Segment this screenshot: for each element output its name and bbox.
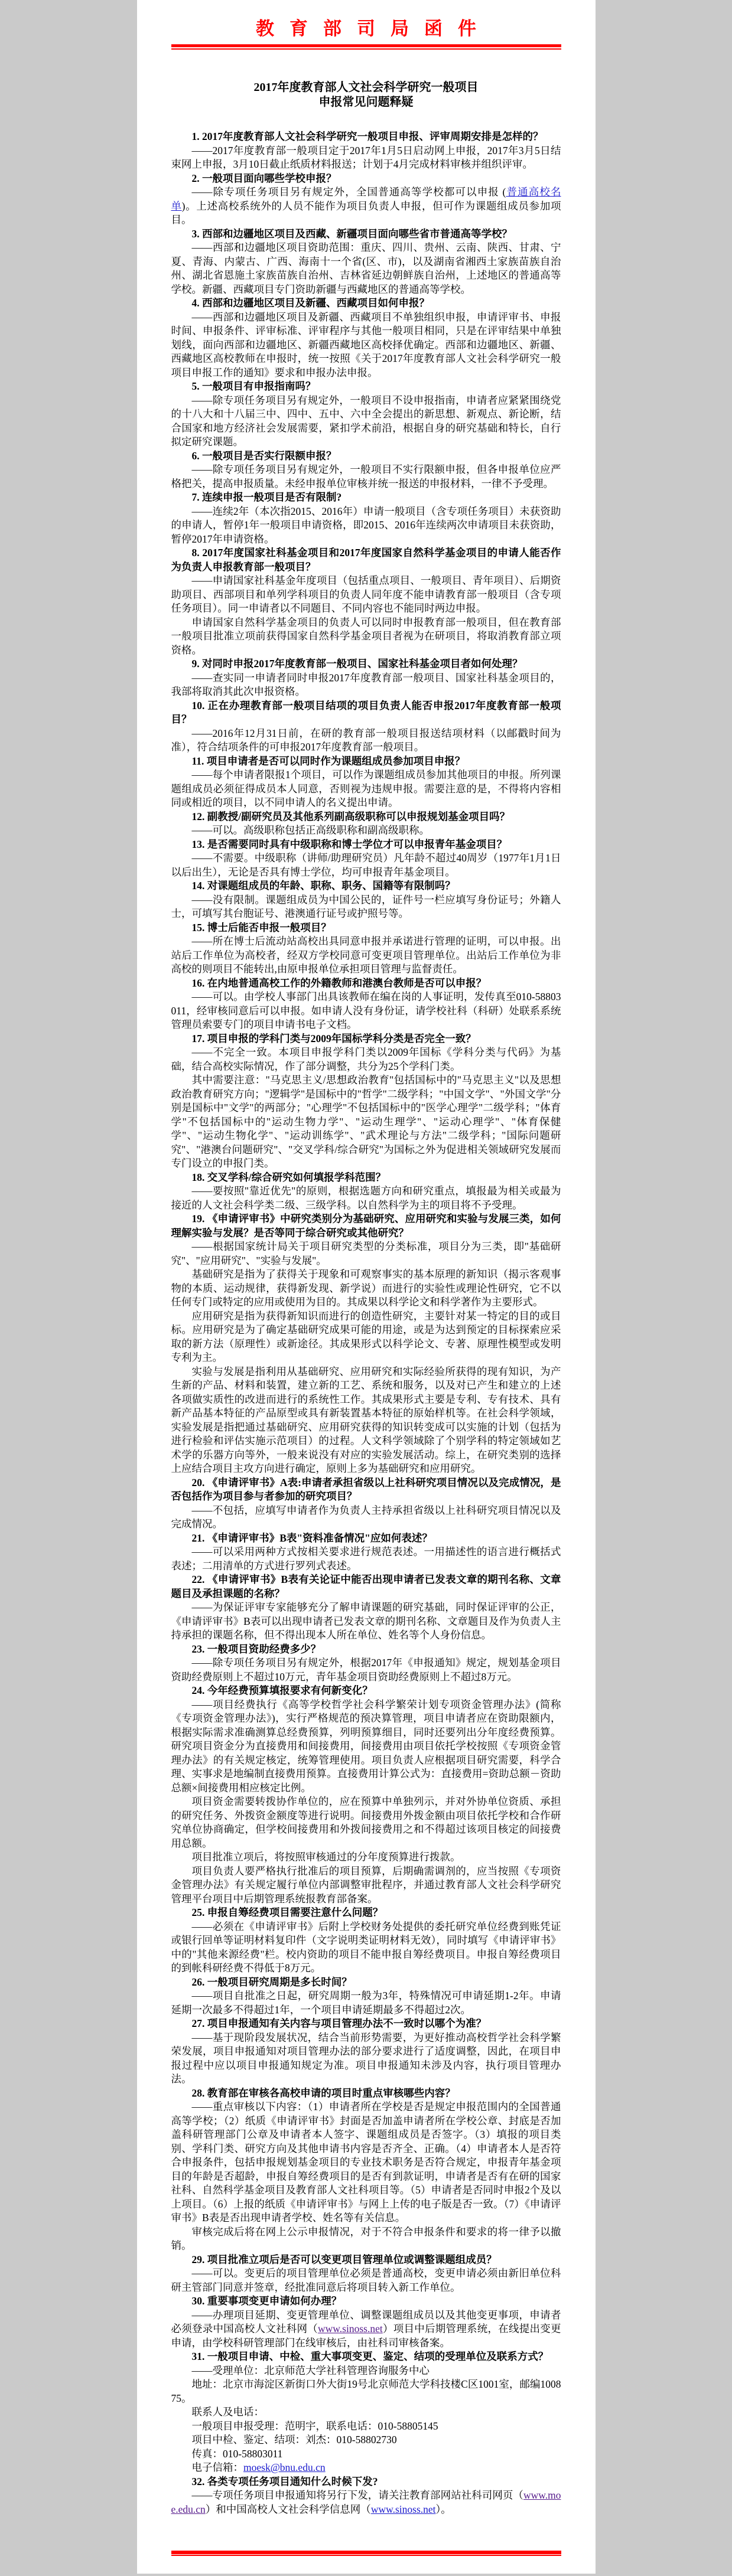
qa-answer-paragraph	[171, 394, 561, 449]
answer-text: ——不完全一致。本项目申报学科门类以2009年国标《学科分类与代码》为基础，结合高校实际情况，作了部分调整，共分为25个学科门类。	[171, 1046, 561, 1072]
qa-answer-paragraph	[171, 824, 561, 838]
answer-text: ——为保证评审专家能够充分了解申请课题的研究基础，同时保证评审的公正，《申请评审书》B表可以出现申请者已发表文章的期刊名称、文章题目及作为负责人主持承担的课题名称，但不得出现本人所在单位、姓名等个人身份信息。	[171, 1601, 561, 1641]
document-title-line1: 2017年度教育部人文社会科学研究一般项目	[253, 81, 479, 94]
qa-question: 30. 重要事项变更申请如何办理？	[191, 2295, 342, 2307]
qa-answer-paragraph	[171, 1656, 561, 1684]
qa-answer-paragraph	[171, 2461, 561, 2475]
answer-text: 项目资金需要转拨协作单位的，应在预算中单独列示，并对外协单位资质、承担的研究任务、外拨资金额度等进行说明。间接费用外拨金额由项目依托学校和合作研究单位协商确定，但学校间接费用和外拨间接费用之和不得超过该项目核定的间接费用总额。	[171, 1795, 561, 1849]
qa-question: 32. 各类专项任务项目通知什么时候下发?	[191, 2475, 378, 2487]
qa-question: 9. 对同时申报2017年度教育部一般项目、国家社科基金项目者如何处理？	[191, 658, 523, 670]
inline-link[interactable]: moesk@bnu.edu.cn	[243, 2461, 326, 2474]
answer-text: 一般项目申报受理：范明宇，联系电话：010-58805145	[191, 2420, 438, 2432]
inline-link[interactable]: www.moe.edu.cn	[171, 2489, 561, 2515]
qa-question: 22. 《申请评审书》B表有关论证中能否出现申请者已发表文章的期刊名称、文章题目及承担课题的名称？	[171, 1573, 561, 1599]
qa-answer-paragraph	[171, 990, 561, 1032]
answer-text: 联系人及电话：	[191, 2406, 264, 2418]
answer-text: ——没有限制。课题组成员为中国公民的，证件号一栏应填写身份证号；外籍人士，可填写其台胞证号、港澳通行证号或护照号等。	[171, 893, 561, 920]
qa-answer-paragraph	[171, 893, 561, 921]
qa-answer-paragraph	[171, 574, 561, 616]
qa-question: 4. 西部和边疆地区项目及新疆、西藏项目如何申报？	[191, 297, 430, 309]
answer-text: ——除专项任务项目另有规定外，根据2017年《申报通知》规定，规划基金项目资助经费原则上不超过10万元，青年基金项目资助经费原则上不超过8万元。	[171, 1657, 561, 1683]
answer-text: ——除专项任务项目另有规定外，全国普通高等学校都可以申报 (	[191, 186, 506, 198]
answer-text: ）项目中后期管理系统，在线提出变更申请，由学校科研管理部门在线审核后，由社科司审核备案。	[171, 2323, 561, 2349]
qa-answer-paragraph	[171, 1073, 561, 1171]
answer-text: 项目中检、鉴定、结项：刘杰：010-58802730	[191, 2434, 397, 2446]
qa-question: 25. 申报自筹经费项目需要注意什么问题？	[191, 1906, 383, 1919]
qa-answer-paragraph	[171, 1365, 561, 1476]
answer-text: 基础研究是指为了获得关于现象和可观察事实的基本原理的新知识（揭示客观事物的本质、运动规律，获得新发现、新学说）而进行的实验性或理论性研究，它不以任何专门或特定的应用或使用为目的。其成果以科学论文和科学著作为主要形式。	[171, 1268, 561, 1308]
qa-question: 31. 一般项目申请、中检、重大事项变更、鉴定、结项的受理单位及联系方式？	[191, 2350, 549, 2363]
document-page	[137, 0, 596, 2574]
answer-text: ——可以采用两种方式按相关要求进行规范表述。一用描述性的语言进行概括式表述；二用清单的方式进行罗列式表述。	[171, 1546, 561, 1572]
answer-text: 地址：北京市海淀区新街口外大街19号北京师范大学科技楼C区1001室，邮编100875。	[171, 2378, 561, 2404]
qa-question: 29. 项目批准立项后是否可以变更项目管理单位或调整课题组成员？	[191, 2253, 497, 2265]
qa-answer-paragraph	[171, 2031, 561, 2087]
qa-answer-paragraph	[171, 727, 561, 755]
answer-text: ——西部和边疆地区项目资助范围：重庆、四川、贵州、云南、陕西、甘肃、宁夏、青海、内蒙古、广西、海南十一个省(区、市)，以及湖南省湘西土家族苗族自治州、湖北省恩施土家族苗族自治州、吉林省延边朝鲜族自治州，上述地区的普通高等学校。新疆、西藏项目专门资助新疆与西藏地区的普通高等学校。	[171, 241, 561, 295]
answer-text: ——所在博士后流动站高校出具同意申报并承诺进行管理的证明，可以申报。出站后工作单位为高校者，经双方学校同意可变更项目管理单位。出站后工作单位为非高校的则项目不能转出,由原申报单位承担项目管理与监督责任。	[171, 935, 561, 975]
answer-text: 电子信箱：	[191, 2461, 243, 2474]
qa-question: 24. 今年经费预算填报要求有何新变化？	[191, 1684, 373, 1697]
answer-text: 申请国家自然科学基金项目的负责人可以同时申报教育部一般项目，但在教育部一般项目批准立项前获得国家自然科学基金项目者视为在研项目，将取消教育部立项资格。	[171, 616, 561, 656]
qa-question: 6. 一般项目是否实行限额申报？	[191, 449, 337, 462]
qa-answer-paragraph	[171, 2433, 561, 2447]
qa-answer-paragraph	[171, 2405, 561, 2420]
answer-text: 其中需要注意："马克思主义/思想政治教育"包括国标中的"马克思主义"以及思想政治教育研究方向；"逻辑学"是国标中的"哲学"二级学科；"中国文学"、"外国文学"分别是国标中"文学"的两部分；"心理学"不包括国标中的"医学心理学"二级学科；"体育学"不包括国标中的"运动生物力学"、"运动生理学"、"运动心理学"、"体育保健学"、"运动生物化学"、"运动训练学"、"武术理论与方法"二级学科；"国际问题研究"、"港澳台问题研究"、"交叉学科/综合研究"为国标之外为促进相关领域研究发展而专门设立的申报门类。	[171, 1074, 561, 1170]
qa-question: 10. 正在办理教育部一般项目结项的项目负责人能否申报2017年度教育部一般项目？	[171, 699, 561, 726]
qa-answer-paragraph	[171, 505, 561, 547]
answer-text: ——受理单位：北京师范大学社科管理咨询服务中心	[191, 2364, 430, 2376]
qa-answer-paragraph	[171, 616, 561, 658]
answer-text: ——根据国家统计局关于项目研究类型的分类标准，项目分为三类，即"基础研究"、"应用研究"、"实验与发展"。	[171, 1240, 561, 1266]
qa-question: 16. 在内地普通高校工作的外籍教师和港澳台教师是否可以申报？	[191, 977, 487, 989]
qa-answer-paragraph	[171, 144, 561, 172]
inline-link[interactable]: www.sinoss.net	[318, 2323, 383, 2335]
qa-answer-paragraph	[171, 1865, 561, 1906]
qa-question: 14. 对课题组成员的年龄、职称、职务、国籍等有限制吗？	[191, 880, 456, 892]
answer-text: 项目负责人要严格执行批准后的项目预算，后期确需调剂的，应当按照《专项资金管理办法》有关规定履行单位内部调整审批程序，并通过教育部人文社会科学研究管理平台项目中后期管理系统报教育部备案。	[171, 1865, 561, 1905]
answer-text: ——基于现阶段发展状况，结合当前形势需要，为更好推动高校哲学社会科学繁荣发展，项目申报通知对项目管理办法的部分要求进行了适度调整，因此，在项目申报过程中应以项目申报通知规定为准。项目申报通知未涉及内容，执行项目管理办法。	[171, 2031, 561, 2085]
answer-text: ——查实同一申请者同时申报2017年度教育部一般项目、国家社科基金项目的，我部将取消其此次申报资格。	[171, 671, 561, 698]
answer-text: ——要按照"靠近优先"的原则，根据选题方向和研究重点，填报最为相关或最为接近的人文社会科学类二级、三级学科。以自然科学为主的项目将不予受理。	[171, 1185, 561, 1211]
answer-text: ——每个申请者限报1个项目，可以作为课题组成员参加其他项目的申报。所列课题组成员必须征得成员本人同意，否则视为违规申报。需要注意的是，不得将内容相同或相近的项目，以不同申请人的名义提出申请。	[171, 769, 561, 809]
qa-answer-paragraph	[171, 1504, 561, 1532]
answer-text: ——办理项目延期、变更管理单位、调整课题组成员以及其他变更事项，申请者必须登录中国高校人文社科网（	[171, 2309, 561, 2335]
qa-answer-paragraph	[171, 2447, 561, 2461]
qa-question: 15. 博士后能否申报一般项目？	[191, 921, 331, 933]
qa-answer-paragraph	[171, 2100, 561, 2225]
qa-answer-paragraph	[171, 935, 561, 977]
document-title	[171, 80, 561, 110]
qa-answer-paragraph	[171, 1046, 561, 1073]
answer-text: ——除专项任务项目另有规定外，一般项目不设申报指南，申请者应紧紧围绕党的十八大和十八届三中、四中、五中、六中全会提出的新思想、新观点、新论断，结合国家和地方经济社会发展需要，紧扣学术前沿，根据自身的研究基础和特长，自行拟定研究课题。	[171, 394, 561, 448]
qa-answer-paragraph	[171, 1240, 561, 1268]
answer-text: ——可以。高级职称包括正高级职称和副高级职称。	[191, 824, 430, 837]
qa-question: 2. 一般项目面向哪些学校申报？	[191, 172, 337, 184]
qa-answer-paragraph	[171, 1545, 561, 1573]
answer-text: ——项目经费执行《高等学校哲学社会科学繁荣计划专项资金管理办法》(简称《专项资金管理办法》)，实行严格规范的预决算管理，项目申请者应在资助限额内，根据实际需求准确测算总经费预算，列明预算细目，同时还要列出分年度经费预算。研究项目资金分为直接费用和间接费用，间接费用由项目依托学校按照《专项资金管理办法》的有关规定核定，统筹管理使用。项目负责人应根据项目研究需要，科学合理、实事求是地编制直接费用预算。直接费用计算公式为：直接费用=资助总额－资助总额×间接费用相应核定比例。	[171, 1698, 561, 1794]
qa-question: 8. 2017年度国家社科基金项目和2017年度国家自然科学基金项目的申请人能否作为负责人申报教育部一般项目？	[171, 547, 561, 573]
answer-text: ——专项任务项目申报通知将另行下发，请关注教育部网站社科司网页（	[191, 2489, 523, 2502]
qa-question: 11. 项目申请者是否可以同时作为课题组成员参加项目申报？	[191, 755, 466, 767]
qa-answer-paragraph	[171, 1601, 561, 1643]
qa-question: 12. 副教授/副研究员及其他系列副高级职称可以申报规划基金项目吗？	[191, 810, 510, 822]
answer-text: ）。	[435, 2503, 451, 2515]
qa-question: 26. 一般项目研究周期是多长时间？	[191, 1976, 352, 1988]
qa-answer-paragraph	[171, 311, 561, 380]
qa-answer-paragraph	[171, 241, 561, 296]
qa-answer-paragraph	[171, 2364, 561, 2378]
qa-question: 23. 一般项目资助经费多少？	[191, 1643, 321, 1655]
qa-answer-paragraph	[171, 185, 561, 227]
qa-answer-paragraph	[171, 1795, 561, 1850]
answer-text: ——连续2年（本次指2015、2016年）申请一般项目（含专项任务项目）未获资助的申请人，暂停1年一般项目申请资格，即2015、2016年连续两次申请项目未获资助，暂停2017年申请资格。	[171, 505, 561, 545]
inline-link[interactable]: 普通高校名单	[171, 186, 561, 212]
answer-text: ——西部和边疆地区项目及新疆、西藏项目不单独组织申报，申请评审书、申报时间、申报条件、评审标准、评审程序与其他一般项目相同，只是在评审结果中单独划线，面向西部和边疆地区、新疆西藏地区高校择优确定。西部和边疆地区、新疆、西藏地区高校教师在申报时，统一按照《关于2017年度教育部人文社会科学研究一般项目申报工作的通知》要求和申报办法申报。	[171, 311, 561, 378]
qa-answer-paragraph	[171, 1268, 561, 1310]
answer-text: ——可以。变更后的项目管理单位必须是普通高校，变更申请必须由新旧单位科研主管部门同意并签章，经批准同意后将项目转入新工作单位。	[171, 2267, 561, 2293]
qa-answer-paragraph	[171, 2489, 561, 2516]
answer-text: ）和中国高校人文社会科学信息网（	[205, 2503, 371, 2515]
qa-question: 13. 是否需要同时具有中级职称和博士学位才可以申报青年基金项目？	[191, 838, 507, 850]
qa-question: 7. 连续申报一般项目是否有限制?	[191, 491, 342, 504]
answer-text: 传真：010-58803011	[191, 2447, 283, 2460]
qa-answer-paragraph	[171, 1310, 561, 1365]
qa-question: 20. 《申请评审书》A表:申请者承担省级以上社科研究项目情况以及完成情况，是否包括作为项目参与者参加的研究项目？	[171, 1476, 561, 1503]
answer-text: 实验与发展是指利用从基础研究、应用研究和实际经验所获得的现有知识，为产生新的产品、材料和装置，建立新的工艺、系统和服务，以及对已产生和建立的上述各项做实质性的改进而进行的系统性工作。其成果形式主要是专利、专有技术、具有新产品基本特征的产品原型或具有新装置基本特征的原始样机等。在社会科学领域，实验发展是指把通过基础研究、应用研究获得的知识转变成可以实施的计划（包括为进行检验和评估实施示范项目）的过程。人文科学领域除了个别学科的特定领域如艺术学的乐器方向等外，一般来说没有对应的实验发展活动。综上，在研究类别的选择上应结合项目主攻方向进行确定，原则上多为基础研究和应用研究。	[171, 1365, 561, 1475]
qa-answer-paragraph	[171, 2267, 561, 2294]
qa-question: 3. 西部和边疆地区项目及西藏、新疆项目面向哪些省市普通高等学校？	[191, 227, 512, 240]
qa-answer-paragraph	[171, 2225, 561, 2253]
qa-question: 18. 交叉学科/综合研究如何填报学科范围？	[191, 1171, 386, 1183]
document-title-line2: 申报常见问题释疑	[318, 96, 414, 109]
qa-answer-paragraph	[171, 2378, 561, 2405]
answer-text: 审核完成后将在网上公示申报情况，对于不符合申报条件和要求的将一律予以撤销。	[171, 2225, 561, 2252]
answer-text: ——必须在《申请评审书》后附上学校财务处提供的委托研究单位经费到账凭证或银行回单等证明材料复印件（文字说明类证明材料无效），同时填写《申请评审书》中的"其他来源经费"栏。校内资助的项目不能申报自筹经费项目。申报自筹经费项目的到帐科研经费不得低于8万元。	[171, 1920, 561, 1974]
answer-text: ——2017年度教育部一般项目定于2017年1月5日启动网上申报，2017年3月5日结束网上申报，3月10日截止纸质材料报送；计划于4月完成材料审核并组织评审。	[171, 144, 561, 171]
qa-answer-paragraph	[171, 851, 561, 879]
qa-answer-paragraph	[171, 1920, 561, 1976]
inline-link[interactable]: www.sinoss.net	[370, 2503, 436, 2515]
answer-text: ——申请国家社科基金年度项目（包括重点项目、一般项目、青年项目）、后期资助项目、西部项目和单列学科项目的负责人同年度不能申请教育部一般项目（含专项任务项目）。同一申请者以不同题目、不同内容也不能同时两边申报。	[171, 574, 561, 615]
qa-question: 1. 2017年度教育部人文社会科学研究一般项目申报、评审周期安排是怎样的？	[191, 130, 544, 143]
qa-question: 19. 《申请评审书》中研究类别分为基础研究、应用研究和实验与发展三类，如何理解实验与发展？是否等同于综合研究或其他研究？	[171, 1213, 561, 1239]
qa-answer-paragraph	[171, 1184, 561, 1212]
answer-text: ——2016年12月31日前，在研的教育部一般项目报送结项材料（以邮戳时间为准），符合结项条件的可申报2017年度教育部一般项目。	[171, 727, 561, 753]
qa-question: 21. 《申请评审书》B表"资料准备情况"应如何表述？	[191, 1532, 432, 1544]
footer-divider	[171, 2551, 561, 2556]
qa-answer-paragraph	[171, 768, 561, 810]
qa-answer-paragraph	[171, 1989, 561, 2017]
answer-text: ——除专项任务项目另有规定外，一般项目不实行限额申报，但各申报单位应严格把关，提高申报质量。未经申报单位审核并统一报送的申报材料，一律不予受理。	[171, 463, 561, 489]
qa-question: 28. 教育部在审核各高校申请的项目时重点审核哪些内容？	[191, 2087, 456, 2099]
qa-answer-paragraph	[171, 463, 561, 491]
answer-text: ——重点审核以下内容：（1）申请者所在学校是否是规定申报范围内的全国普通高等学校；（2）纸质《申请评审书》封面是否加盖申请者所在学校公章、封底是否加盖科研管理部门公章及申请者本人签字、课题组成员是否签字。（3）填报的项目类别、学科门类、研究方向及其他申请书内容是否齐全、正确。（4）申请者本人是否符合申报条件，包括申报规划基金项目的专业技术职务是否符合规定，申报青年基金项目的年龄是否超龄，申报自筹经费项目的是否有到款证明，申请者是否有在研的国家社科、自然科学基金项目及教育部人文社科项目等。（5）申请者是否同时申报2个及以上项目。（6）上报的纸质《申请评审书》与网上上传的电子版是否一致。（7）《申请评审书》B表是否出现申请者学校、姓名等有关信息。	[171, 2101, 561, 2224]
qa-answer-paragraph	[171, 2420, 561, 2434]
answer-text: ——项目自批准之日起，研究周期一般为3年，特殊情况可申请延期1-2年。申请延期一次最多不得超过1年，一个项目申请延期最多不得超过2次。	[171, 1990, 561, 2016]
answer-text: 项目批准立项后，将按照审核通过的分年度预算进行拨款。	[191, 1851, 461, 1863]
answer-text: ——不需要。中级职称（讲师/助理研究员）凡年龄不超过40周岁（1977年1月1日以后出生），无论是否具有博士学位，均可申报青年基金项目。	[171, 852, 561, 878]
qa-answer-paragraph	[171, 1850, 561, 1865]
qa-question: 27. 项目申报通知有关内容与项目管理办法不一致时以哪个为准？	[191, 2017, 487, 2030]
answer-text: ——不包括，应填写申请者作为负责人主持承担省级以上社科研究项目情况以及完成情况。	[171, 1504, 561, 1530]
answer-text: )。上述高校系统外的人员不能作为项目负责人申报，但可作为课题组成员参加项目。	[171, 200, 561, 226]
letterhead-title: 教育部司局函件	[256, 18, 492, 39]
answer-text: ——可以。由学校人事部门出具该教师在编在岗的人事证明，发传真至010-58803011，经审核同意后可以申报。如申请人没有身份证，请学校社科（科研）处联系系统管理员索要专门的项目申请书电子文档。	[171, 991, 561, 1031]
answer-text: 应用研究是指为获得新知识而进行的创造性研究，主要针对某一特定的目的或目标。应用研究是为了确定基础研究成果可能的用途，或是为达到预定的目标探索应采取的新方法（原理性）或新途径。其成果形式以科学论文、专著、原理性模型或发明专利为主。	[171, 1310, 561, 1364]
qa-list	[171, 130, 561, 2516]
qa-question: 5. 一般项目有申报指南吗？	[191, 380, 316, 393]
qa-question: 17. 项目申报的学科门类与2009年国标学科分类是否完全一致？	[191, 1032, 476, 1044]
qa-answer-paragraph	[171, 671, 561, 699]
header-divider	[171, 44, 561, 50]
qa-answer-paragraph	[171, 2309, 561, 2350]
qa-answer-paragraph	[171, 1698, 561, 1795]
